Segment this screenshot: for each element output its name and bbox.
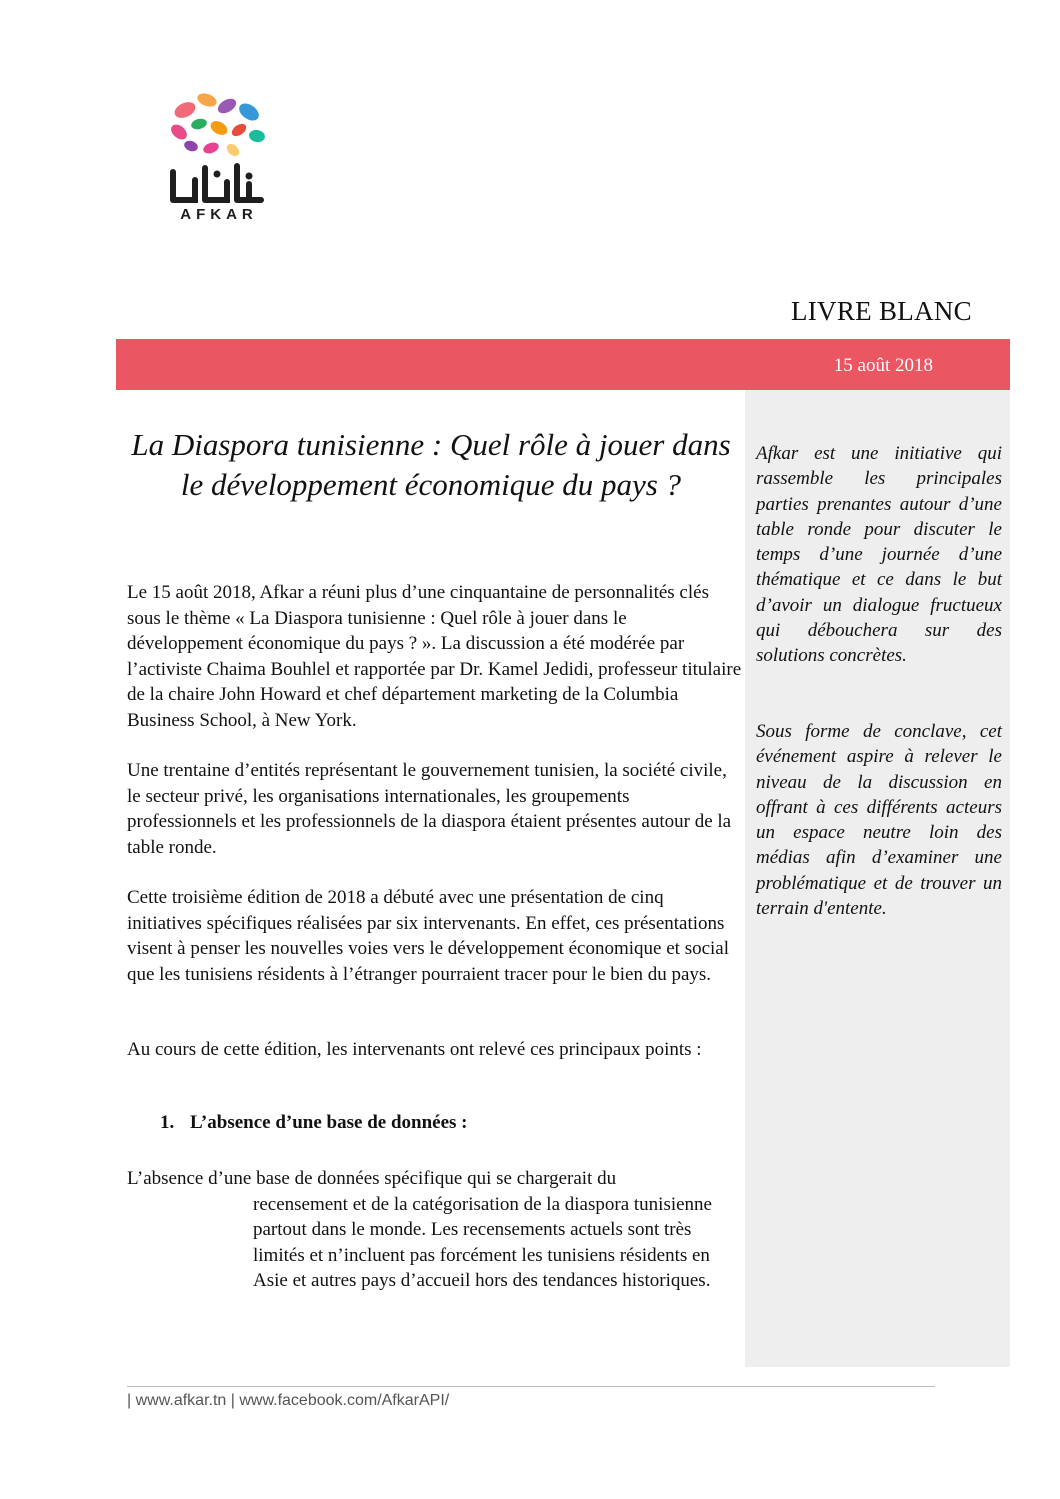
document-date: 15 août 2018	[833, 355, 933, 376]
section-title: L’absence d’une base de données :	[190, 1112, 468, 1133]
footer-divider	[127, 1386, 935, 1387]
section-heading	[160, 1112, 467, 1134]
sidebar-paragraph-2: Sous forme de conclave, cet événement aspire à relever le niveau de la discussion en offrant à ces différents acteurs un espace neutre loin des médias afin d’examiner une problématique et de trouver un terrain d'entente.	[756, 721, 1002, 920]
body-paragraph-3: Cette troisième édition de 2018 a débuté avec une présentation de cinq initiatives spécifiques réalisées par six intervenants. En effet, ces présentations visent à penser les nouvelles voies vers le développement économique et social que les tunisiens résidents à l’étranger pourraient tracer pour le bien du pays.	[127, 887, 730, 985]
section-paragraph-first-line: L’absence d’une base de données spécifique qui se chargerait du	[127, 1168, 617, 1189]
section-paragraph-rest: recensement et de la catégorisation de la diaspora tunisienne partout dans le monde. Les recensements actuels sont très limités et n’incluent pas forcément les tunisiens résidents en Asie et autres pays d’accueil hors des tendances historiques.	[253, 1193, 712, 1291]
logo-wordmark: AFKAR	[180, 206, 258, 223]
article-title: La Diaspora tunisienne : Quel rôle à jouer dans le développement économique du pays ?	[131, 427, 731, 502]
document-type: LIVRE BLANC	[790, 296, 972, 326]
section-number: 1.	[160, 1112, 175, 1133]
afkar-logo	[165, 88, 270, 228]
body-paragraph-1: Le 15 août 2018, Afkar a réuni plus d’une cinquantaine de personnalités clés sous le thème « La Diaspora tunisienne : Quel rôle à jouer dans le développement économique du pays ? ». La discussion a été modérée par l’activiste Chaima Bouhlel et rapportée par Dr. Kamel Jedidi, professeur titulaire de la chaire John Howard et chef département marketing de la Columbia Business School, à New York.	[127, 582, 742, 731]
body-paragraph-2: Une trentaine d’entités représentant le gouvernement tunisien, la société civile, le secteur privé, les organisations internationales, les groupements professionnels et les professionnels de la diaspora étaient présentes autour de la table ronde.	[127, 760, 732, 858]
footer-links[interactable]: | www.afkar.tn | www.facebook.com/AfkarAPI/	[127, 1392, 450, 1409]
sidebar-paragraph-1: Afkar est une initiative qui rassemble les principales parties prenantes autour d’une table ronde pour discuter le temps d’une journée d’une thématique et ce dans le but d’avoir un dialogue fructueux qui débouchera sur des solutions concrètes.	[756, 443, 1002, 667]
body-paragraph-4: Au cours de cette édition, les intervenants ont relevé ces principaux points :	[127, 1039, 702, 1060]
section-paragraph	[127, 1166, 742, 1294]
